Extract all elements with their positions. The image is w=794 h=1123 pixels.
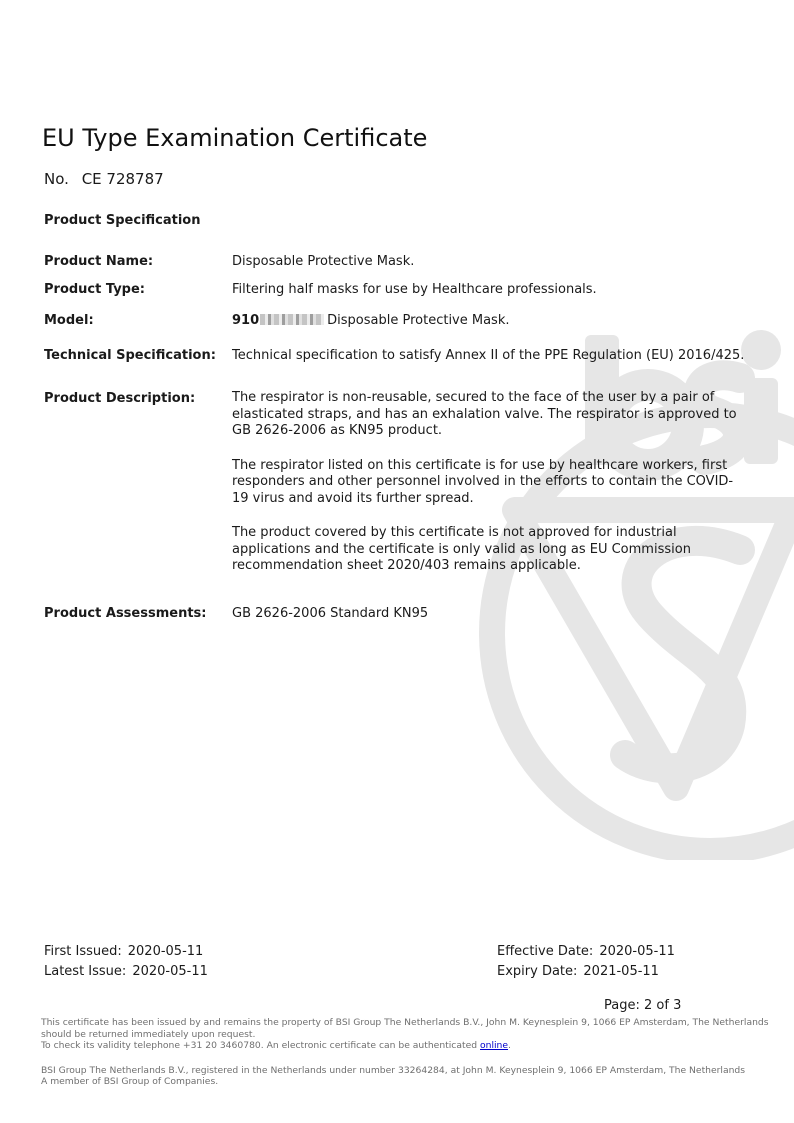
model-value <box>232 313 747 330</box>
validity-notice: To check its validity telephone +31 20 3460780. An electronic certificate can be authenticated online. <box>41 1040 511 1051</box>
property-notice: This certificate has been issued by and remains the property of BSI Group The Netherlands B.V., John M. Keynesplein 9, 1066 EP Amsterdam, The Netherlands should be returned immediately upon request. <box>41 1017 769 1040</box>
latest-issue-value: 2020-05-11 <box>132 964 208 979</box>
model-suffix: Disposable Protective Mask. <box>327 313 510 328</box>
technical-spec-value: Technical specification to satisfy Annex II of the PPE Regulation (EU) 2016/425. <box>232 348 745 363</box>
page-number <box>604 998 681 1013</box>
certificate-number-label: No. <box>44 170 69 188</box>
product-description-value <box>232 390 747 593</box>
model-label: Model: <box>44 313 94 328</box>
section-heading: Product Specification <box>44 213 201 228</box>
first-issued-label: First Issued: <box>44 944 122 959</box>
member-notice: A member of BSI Group of Companies. <box>41 1076 219 1087</box>
first-issued-value: 2020-05-11 <box>127 944 204 959</box>
latest-issue-label: Latest Issue: <box>44 964 127 979</box>
product-description-label: Product Description: <box>44 391 196 406</box>
effective-date <box>497 944 675 959</box>
expiry-date-value: 2021-05-11 <box>583 964 659 979</box>
registration-notice: BSI Group The Netherlands B.V., registered in the Netherlands under number 33264284, at John M. Keynesplein 9, 1066 EP Amsterdam, The Netherlands <box>41 1065 746 1076</box>
product-name-value: Disposable Protective Mask. <box>232 254 415 269</box>
product-assessments-value: GB 2626-2006 Standard KN95 <box>232 606 429 621</box>
description-paragraph: The product covered by this certificate is not approved for industrial applications and the certificate is only valid as long as EU Commission recommendation sheet 2020/403 remains applicable. <box>232 525 691 573</box>
page-label: Page: <box>604 998 640 1013</box>
effective-date-label: Effective Date: <box>497 944 594 959</box>
model-prefix: 910 <box>232 313 260 328</box>
effective-date-value: 2020-05-11 <box>599 944 675 959</box>
validity-text: To check its validity telephone +31 20 3460780. An electronic certificate can be authenticated <box>41 1040 478 1051</box>
redacted-model-number <box>260 314 324 325</box>
product-assessments-label: Product Assessments: <box>44 606 207 621</box>
description-paragraph: The respirator is non-reusable, secured to the face of the user by a pair of elasticated straps, and has an exhalation valve. The respirator is approved to GB 2626-2006 as KN95 product. <box>232 390 737 438</box>
certificate-title: EU Type Examination Certificate <box>42 124 428 152</box>
certificate-number <box>44 170 164 188</box>
technical-spec-label: Technical Specification: <box>44 348 216 363</box>
product-type-value: Filtering half masks for use by Healthcare professionals. <box>232 282 597 297</box>
product-type-label: Product Type: <box>44 282 145 297</box>
latest-issue <box>44 964 208 979</box>
description-paragraph: The respirator listed on this certificate is for use by healthcare workers, first responders and other personnel involved in the efforts to contain the COVID-19 virus and avoid its further spread. <box>232 457 734 506</box>
first-issued <box>44 944 203 959</box>
expiry-date-label: Expiry Date: <box>497 964 578 979</box>
page-value: 2 of 3 <box>644 998 682 1013</box>
product-name-label: Product Name: <box>44 254 154 269</box>
certificate-number-value: CE 728787 <box>81 170 164 188</box>
online-link[interactable]: online <box>480 1040 509 1051</box>
expiry-date <box>497 964 659 979</box>
